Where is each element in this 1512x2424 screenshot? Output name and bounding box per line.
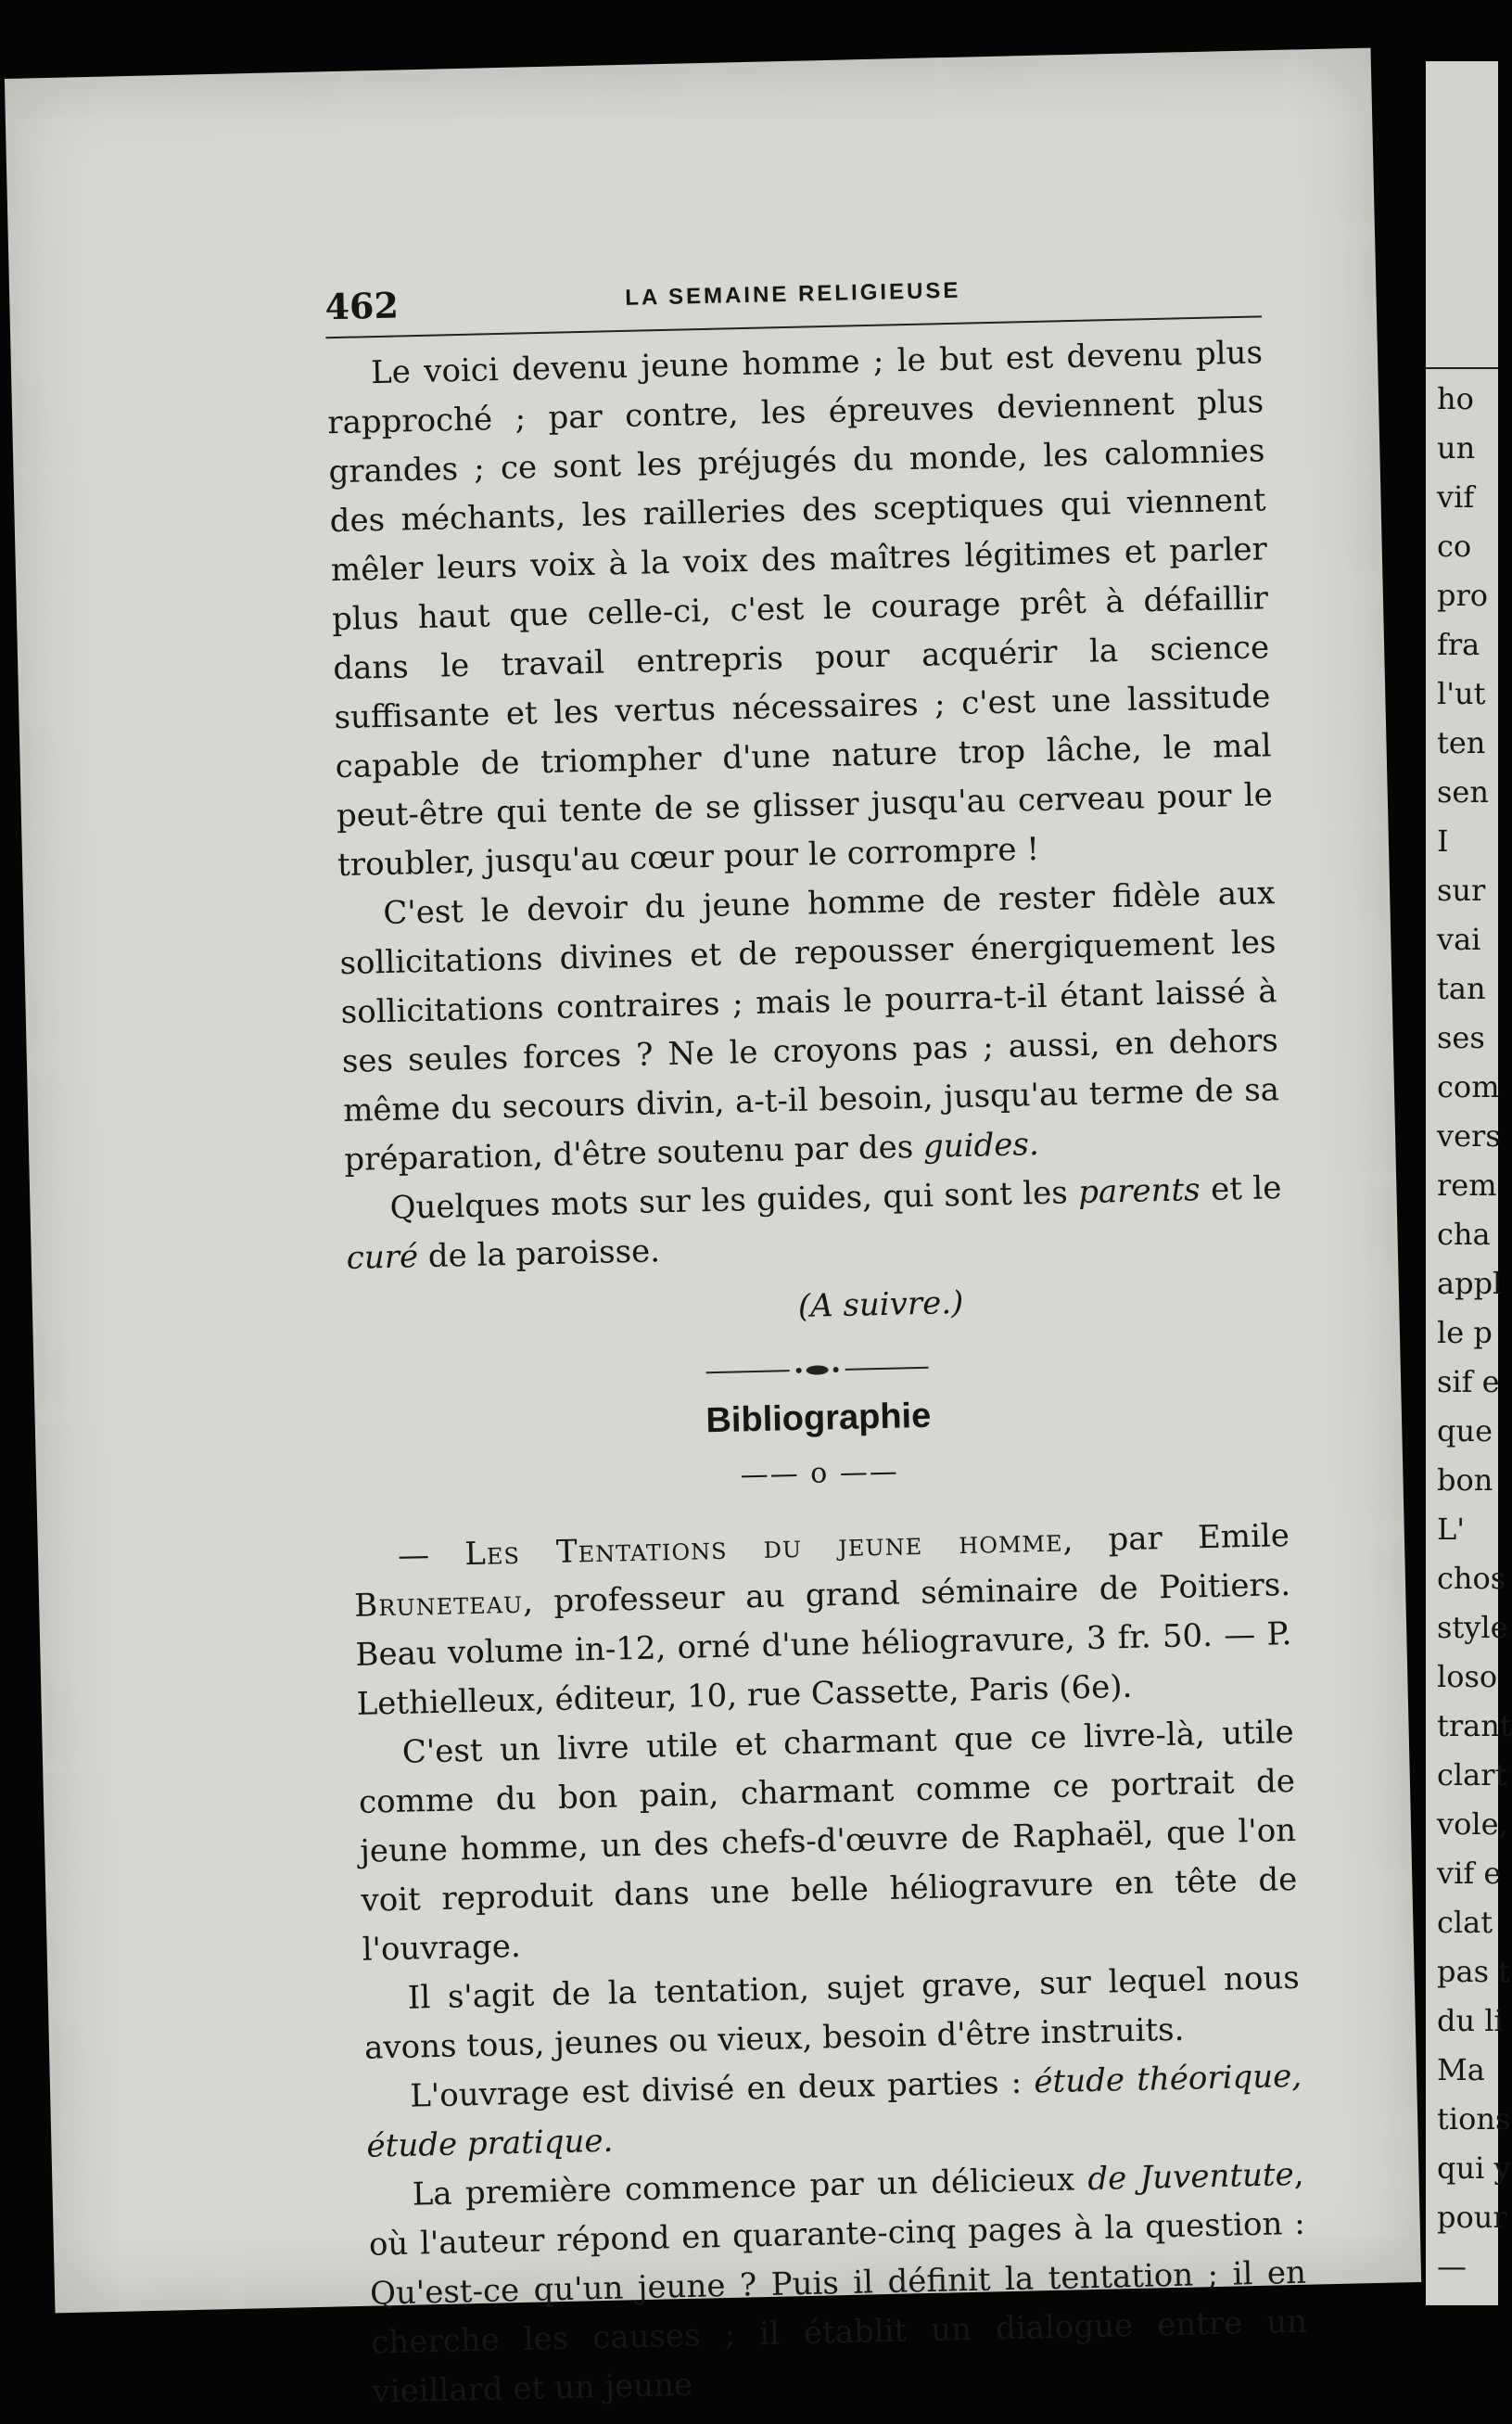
cure-word: curé [346,1238,419,1277]
author-name: Bruneteau [353,1583,524,1625]
adjacent-page-fragment: pour [1437,2200,1507,2235]
ornament-graphic [705,1359,928,1382]
adjacent-page-edge [1426,61,1512,2305]
adjacent-page-rule [1426,367,1498,369]
adjacent-page-fragment: appl [1437,1266,1503,1301]
paragraph-3-italic: étude théorique, étude pratique. [366,2057,1302,2165]
paragraph-4-italic: de Juventute [1086,2156,1295,2199]
and-the-text: et le [1200,1169,1282,1209]
adjacent-page-fragment: un [1437,430,1476,466]
article-body [326,328,1309,2417]
adjacent-page-fragment: sen [1437,774,1489,810]
adjacent-page-fragment: du li [1437,2003,1504,2038]
paragraph-3-start: L'ouvrage est divisé en deux parties : [409,2063,1035,2115]
adjacent-page-fragment: fra [1437,627,1480,662]
adjacent-page-fragment: bon [1437,1462,1493,1498]
adjacent-page-fragment: loso [1437,1659,1498,1694]
adjacent-page-fragment: ten [1437,725,1486,760]
running-title: LA SEMAINE RELIGIEUSE [625,277,961,311]
adjacent-page-fragment: vai [1437,922,1481,957]
review-paragraph-1: C'est un livre utile et charmant que ce livre-là, utile comme du bon pain, charmant comme ce portrait de jeune homme, un des chefs-d'œuvre de Raphaël, que l'on voit reproduit dans une belle héliogravure en tête de l'ouvrage. [358,1713,1298,1969]
ornament-divider [349,1348,1286,1392]
adjacent-page-fragment: le p [1437,1315,1493,1350]
by-text: , par Emile [1062,1516,1290,1560]
adjacent-page-fragment: pro [1437,578,1489,613]
adjacent-page-fragment: clart [1437,1757,1507,1792]
adjacent-page-fragment: vers [1437,1118,1501,1154]
adjacent-page-fragment: sif e [1437,1364,1500,1399]
adjacent-page-fragment: clat [1437,1905,1493,1940]
adjacent-page-fragment: co [1437,529,1472,564]
adjacent-page-fragment: chos [1437,1561,1506,1596]
adjacent-page-fragment: style [1437,1610,1508,1645]
adjacent-page-fragment: I [1437,823,1449,859]
adjacent-page-fragment: sur [1437,873,1486,908]
entry-details: , professeur au grand séminaire de Poitiers. Beau volume in-12, orné d'une héliogravure, 3 fr. 50. — P. Lethielleux, éditeur, 10, rue Cassette, Paris (6e). [355,1565,1292,1723]
adjacent-page-fragment: Ma [1437,2052,1485,2087]
to-continue-note: (A suivre.) [797,1283,964,1325]
adjacent-page-fragment: — [1437,2249,1467,2284]
paragraph-3-text: Quelques mots sur les guides, qui sont les [389,1174,1079,1227]
guides-word: guides. [922,1126,1040,1166]
paragraph-4-start: La première commence par un délicieux [412,2161,1088,2213]
review-paragraph-4 [367,2150,1309,2418]
adjacent-page-fragment: cha [1437,1217,1491,1252]
adjacent-page-fragment: pas t [1437,1954,1511,1989]
paragraph-4-rest: , où l'auteur répond en quarante-cinq pages à la question : Qu'est-ce qu'un jeune ? Puis il définit la tentation ; il en cherche les causes ; il établit un dialogue entre un vieillard et un jeune [368,2155,1308,2411]
paragraph-2-text: C'est le devoir du jeune homme de rester fidèle aux sollicitations divines et de repousser énergiquement les sollicitations contraires ; mais le pourra-t-il étant laissé à ses seules forces ? Ne le croyons pas ; aussi, en dehors même du secours divin, a-t-il besoin, jusqu'au terme de sa préparation, d'être soutenu par des [339,874,1280,1180]
adjacent-page-fragment: trant [1437,1708,1512,1743]
adjacent-page-fragment: com [1437,1069,1500,1104]
adjacent-page-fragment: rem [1437,1167,1497,1203]
parish-text: de la paroisse. [417,1232,661,1276]
parents-word: parents [1077,1171,1201,1212]
adjacent-page-fragment: ses [1437,1020,1485,1055]
adjacent-page-fragment: vole, [1437,1806,1508,1842]
scanned-page [5,48,1421,2411]
adjacent-page-fragment: qui y [1437,2150,1511,2186]
adjacent-page-fragment: tan [1437,971,1486,1006]
adjacent-page-fragment: vif [1437,479,1475,515]
adjacent-page-fragment: vif e [1437,1856,1502,1891]
review-paragraph-2: Il s'agit de la tentation, sujet grave, sur lequel nous avons tous, jeunes ou vieux, besoin d'être instruits. [363,1958,1301,2067]
page-number: 462 [324,284,400,328]
adjacent-page-fragment: l'ut [1437,676,1486,711]
book-title: Les Tentations du jeune homme [464,1522,1063,1574]
adjacent-page-fragment: ho [1437,381,1474,416]
adjacent-page-fragment: tions [1437,2101,1511,2137]
entry-dash: — [397,1536,465,1575]
adjacent-page-fragment: que [1437,1413,1493,1448]
small-divider: —— o —— [740,1455,900,1492]
adjacent-page-fragment: L' [1437,1512,1466,1547]
text-column [324,263,1309,2417]
article-paragraph-3 [345,1164,1283,1283]
page-header [324,263,1262,338]
article-paragraph-1: Le voici devenu jeune homme ; le but est devenu plus rapproché ; par contre, les épreuves deviennent plus grandes ; ce sont les préjugés du monde, les calomnies des méchants, les railleries des sceptiques qui viennent mêler leurs voix à la voix des maîtres légitimes et parler plus haut que celle-ci, c'est le courage prêt à défaillir dans le travail entrepris pour acquérir la science suffisante et les vertus nécessaires ; c'est une lassitude capable de triompher d'une nature trop lâche, le mal peut-être qui tente de se glisser jusqu'au cerveau pour le troubler, jusqu'au cœur pour le corrompre ! [326,334,1274,885]
bibliography-entry [353,1512,1294,1729]
article-paragraph-2 [338,869,1281,1185]
bibliography-title: Bibliographie [705,1396,932,1441]
